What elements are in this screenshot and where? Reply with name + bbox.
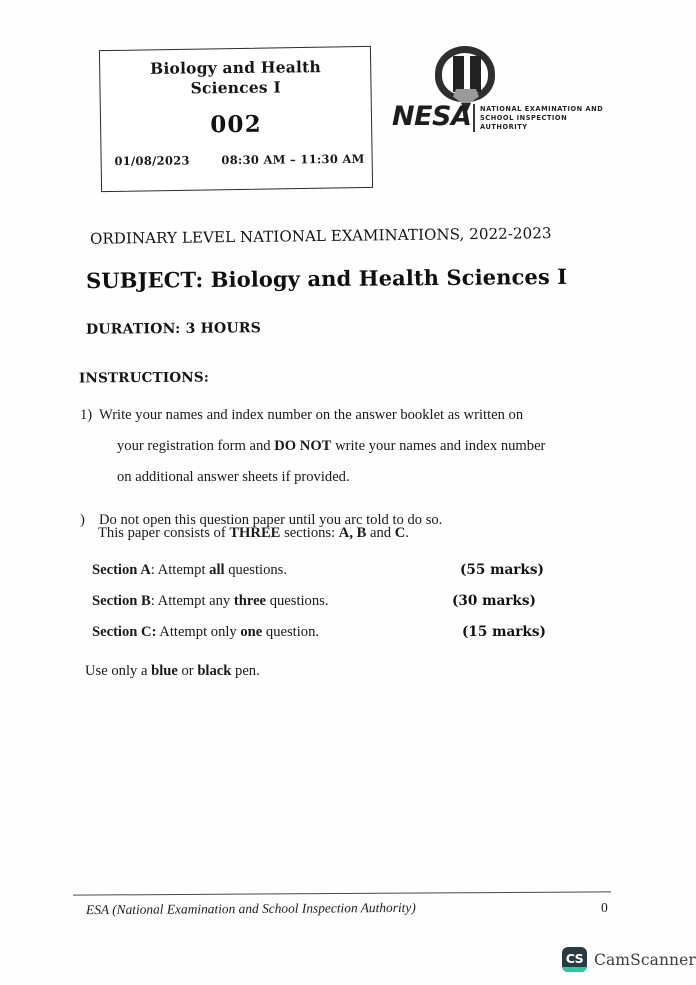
footer-divider [73, 891, 611, 896]
pen-instruction [85, 663, 260, 680]
exam-date: 01/08/2023 [114, 153, 190, 169]
sections-list [92, 562, 612, 655]
camscanner-logo-icon [562, 947, 587, 972]
camscanner-label: CamScanner [594, 950, 696, 969]
section-c-emphasis: one [240, 624, 263, 640]
instruction-1-line-3: on additional answer sheets if provided. [117, 469, 350, 485]
camscanner-watermark [562, 947, 696, 972]
section-c-tail: question. [262, 624, 320, 640]
emblem-bar-right [470, 56, 481, 92]
instruction-1-line-2-pre: your registration form and [117, 438, 275, 454]
section-b-tail: questions. [266, 593, 329, 609]
section-c-label [92, 624, 319, 641]
exam-code: 002 [210, 110, 262, 139]
three-emphasis: THREE [229, 525, 281, 541]
exam-title: ORDINARY LEVEL NATIONAL EXAMINATIONS, 2022-2023 [89, 224, 552, 248]
footer-authority-text: ESA (National Examination and School Inspection Authority) [85, 899, 416, 918]
section-b-name: Section B [92, 593, 151, 609]
instruction-1-number: 1) [80, 407, 93, 423]
section-a-tail: questions. [224, 562, 287, 578]
section-c-name: Section C: [92, 624, 157, 640]
section-row-c [92, 624, 612, 655]
section-row-a [92, 562, 612, 593]
instructions-heading: INSTRUCTIONS: [78, 369, 210, 387]
instruction-2-text: Do not open this question paper until you arc told to do so. [99, 512, 443, 528]
nesa-subtitle-line-3: AUTHORITY [480, 123, 528, 132]
blue-emphasis: blue [151, 663, 178, 679]
pen-note-mid: or [177, 663, 198, 679]
exam-identification-box [99, 46, 373, 192]
section-c-emphasis: C [394, 525, 406, 541]
instruction-item-1 [80, 400, 610, 493]
section-a-label [92, 562, 287, 579]
footer-page-number: 0 [601, 900, 608, 915]
camscanner-badge-letters: CS [565, 950, 584, 966]
section-a-name: Section A [92, 562, 151, 578]
nesa-logo [392, 44, 607, 144]
subject-title: SUBJECT: Biology and Health Sciences I [85, 263, 568, 294]
camscanner-accent-strip [562, 967, 587, 972]
logo-divider [473, 104, 475, 132]
instruction-2-number: ) [80, 512, 85, 528]
nesa-subtitle-line-1: NATIONAL EXAMINATION AND [480, 105, 604, 113]
section-row-b [92, 593, 612, 624]
structure-note-end: . [405, 525, 409, 541]
section-c-colon: Attempt only [156, 624, 241, 640]
paper-structure-note [98, 525, 409, 542]
structure-note-pre: This paper consists of [98, 525, 230, 541]
section-b-colon: : Attempt any [150, 593, 234, 609]
section-b-label [92, 593, 328, 610]
nesa-subtitle [480, 105, 603, 133]
instruction-1-line-2-post: write your names and index number [331, 438, 546, 454]
page-header [0, 40, 696, 200]
exam-time-range: 08:30 AM – 11:30 AM [221, 151, 365, 168]
instruction-1-text [80, 400, 610, 493]
section-a-emphasis: all [209, 562, 225, 578]
section-a-marks: (55 marks) [460, 562, 544, 578]
section-c-marks: (15 marks) [462, 624, 546, 640]
section-b-marks: (30 marks) [452, 593, 536, 609]
nesa-subtitle-line-2: SCHOOL INSPECTION [480, 114, 568, 123]
do-not-emphasis: DO NOT [274, 438, 332, 454]
duration-label: DURATION: 3 HOURS [85, 320, 262, 338]
instructions-list [80, 400, 610, 528]
section-a-colon: : Attempt [150, 562, 210, 578]
emblem-bar-left [453, 56, 464, 92]
black-emphasis: black [197, 663, 232, 679]
pen-note-pre: Use only a [85, 663, 152, 679]
sections-ab-emphasis: A, B [338, 525, 367, 541]
pen-note-post: pen. [231, 663, 260, 679]
structure-note-mid: sections: [280, 525, 339, 541]
section-b-emphasis: three [233, 593, 267, 609]
instruction-1-line-1: Write your names and index number on the answer booklet as written on [99, 407, 524, 423]
nesa-wordmark: NESA [392, 101, 472, 132]
exam-subject-line-2: Sciences I [190, 77, 281, 98]
exam-subject-line-1: Biology and Health [150, 57, 321, 78]
structure-note-post: and [366, 525, 395, 541]
exam-subject-title [100, 57, 370, 100]
instruction-1-line-2 [99, 431, 610, 462]
